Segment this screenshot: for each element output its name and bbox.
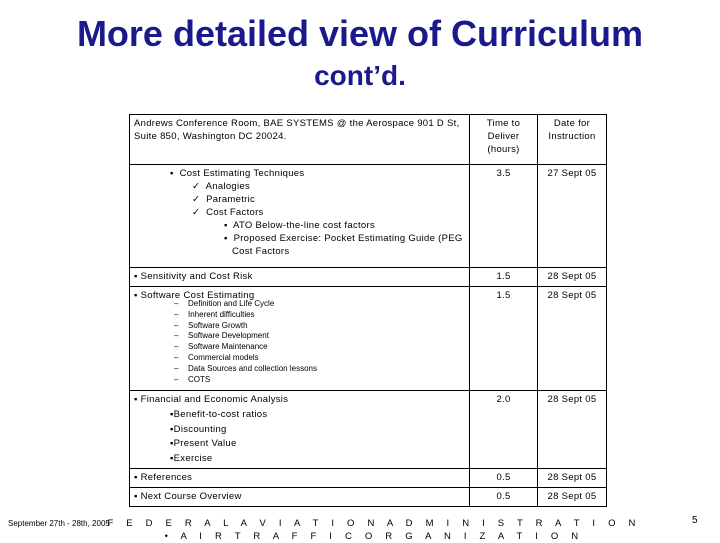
- page-number: 5: [692, 515, 698, 526]
- list-item-label: Software Growth: [188, 320, 248, 330]
- continuation-text: Cost Factors: [232, 246, 290, 257]
- dash-icon: –: [174, 309, 179, 319]
- list-item: [174, 342, 465, 353]
- topic-label: Next Course Overview: [140, 491, 242, 502]
- dash-icon: –: [174, 352, 179, 362]
- list-item: [174, 353, 465, 364]
- list-item-label: Benefit-to-cost ratios: [173, 409, 268, 420]
- topic-label: Sensitivity and Cost Risk: [140, 271, 253, 282]
- dash-icon: –: [174, 320, 179, 330]
- date-cell: 28 Sept 05: [538, 287, 607, 391]
- sub-item: [134, 180, 465, 193]
- sub-item: [134, 206, 465, 219]
- sub-item-label: Cost Factors: [206, 207, 264, 218]
- list-item: [174, 321, 465, 332]
- bullet-icon: ▪: [224, 220, 228, 231]
- check-icon: ✓: [192, 207, 201, 218]
- list-item: [174, 299, 465, 310]
- table-row: [130, 391, 607, 469]
- check-icon: ✓: [192, 194, 201, 205]
- list-item-label: Data Sources and collection lessons: [188, 363, 317, 373]
- finance-sub-list: [134, 408, 465, 466]
- topic-cell: [130, 391, 470, 469]
- bullet-icon: ▪: [170, 423, 174, 435]
- bullet-icon: ▪: [170, 452, 174, 464]
- sub-item: [134, 193, 465, 206]
- hours-cell: 0.5: [470, 469, 538, 488]
- topic-cell: [130, 488, 470, 507]
- date-cell: 28 Sept 05: [538, 469, 607, 488]
- topic-label: Financial and Economic Analysis: [140, 394, 289, 405]
- list-item: [170, 452, 465, 467]
- topic-label: Software Cost Estimating: [140, 290, 255, 301]
- list-item-label: Definition and Life Cycle: [188, 299, 275, 308]
- list-item: [170, 437, 465, 452]
- list-item: [174, 364, 465, 375]
- topic-cell: [130, 287, 470, 391]
- hours-cell: 0.5: [470, 488, 538, 507]
- list-item-label: Present Value: [173, 438, 237, 449]
- list-item-label: Software Maintenance: [188, 342, 268, 352]
- time-header: Time to Deliver (hours): [470, 115, 538, 165]
- topic-cell: [130, 268, 470, 287]
- bullet-icon: ▪: [170, 438, 174, 449]
- bullet-icon: ▪: [134, 491, 138, 502]
- sub-sub-item-label: ATO Below-the-line cost factors: [233, 220, 376, 231]
- date-header: Date for Instruction: [538, 115, 607, 165]
- table-row: [130, 469, 607, 488]
- footer-organization: F E D E R A L A V I A T I O N A D M I N I S T R A T I O N • A I R T R A F F I C O R G A N I Z A T I O N: [107, 518, 641, 542]
- footer-date: September 27th - 28th, 2005: [8, 519, 110, 528]
- bullet-icon: ▪: [134, 472, 138, 483]
- table-row: [130, 268, 607, 287]
- topic-cell: [130, 469, 470, 488]
- topic-label: References: [140, 472, 193, 483]
- date-cell: 28 Sept 05: [538, 488, 607, 507]
- date-cell: 28 Sept 05: [538, 391, 607, 469]
- dash-icon: –: [174, 363, 179, 373]
- bullet-icon: ▪: [224, 233, 228, 244]
- list-item-label: Inherent difficulties: [188, 309, 255, 319]
- dash-icon: –: [174, 331, 179, 341]
- curriculum-table: [129, 114, 607, 507]
- sub-item-label: Analogies: [205, 181, 251, 192]
- table-header-row: [130, 115, 607, 165]
- dash-icon: –: [174, 342, 179, 352]
- sub-item-label: Parametric: [206, 194, 256, 205]
- hours-cell: 1.5: [470, 268, 538, 287]
- list-item: [174, 310, 465, 321]
- date-cell: 27 Sept 05: [538, 165, 607, 268]
- hours-cell: 3.5: [470, 165, 538, 268]
- list-item: [174, 375, 465, 386]
- dash-icon: –: [174, 374, 179, 384]
- bullet-icon: ▪: [134, 271, 138, 282]
- topic: [134, 167, 465, 180]
- list-item: [170, 423, 465, 438]
- slide-title: More detailed view of Curriculum: [76, 13, 644, 54]
- bullet-icon: ▪: [134, 394, 138, 405]
- list-item-label: Software Development: [188, 331, 269, 341]
- hours-cell: 1.5: [470, 287, 538, 391]
- software-sub-list: [134, 299, 465, 385]
- list-item: [174, 331, 465, 342]
- sub-sub-item-label: Proposed Exercise: Pocket Estimating Guide (PEG: [233, 233, 463, 244]
- check-icon: ✓: [192, 181, 201, 192]
- list-item-label: Discounting: [173, 423, 227, 435]
- topic-label: Cost Estimating Techniques: [179, 168, 305, 179]
- list-item: [170, 408, 465, 423]
- list-item-label: COTS: [188, 374, 211, 384]
- location-header: Andrews Conference Room, BAE SYSTEMS @ the Aerospace 901 D St, Suite 850, Washington DC 20024.: [130, 115, 470, 165]
- bullet-icon: ▪: [170, 168, 174, 179]
- table-row: [130, 287, 607, 391]
- bullet-icon: ▪: [170, 409, 174, 420]
- sub-sub-item: [134, 232, 465, 245]
- bullet-icon: ▪: [134, 290, 138, 301]
- list-item-label: Commercial models: [188, 352, 259, 362]
- hours-cell: 2.0: [470, 391, 538, 469]
- topic-cell: [130, 165, 470, 268]
- table-row: [130, 488, 607, 507]
- date-cell: 28 Sept 05: [538, 268, 607, 287]
- dash-icon: –: [174, 299, 179, 308]
- slide-subtitle: cont’d.: [314, 60, 406, 91]
- list-item-label: Exercise: [173, 452, 213, 464]
- sub-sub-item: [134, 219, 465, 232]
- table-row: [130, 165, 607, 268]
